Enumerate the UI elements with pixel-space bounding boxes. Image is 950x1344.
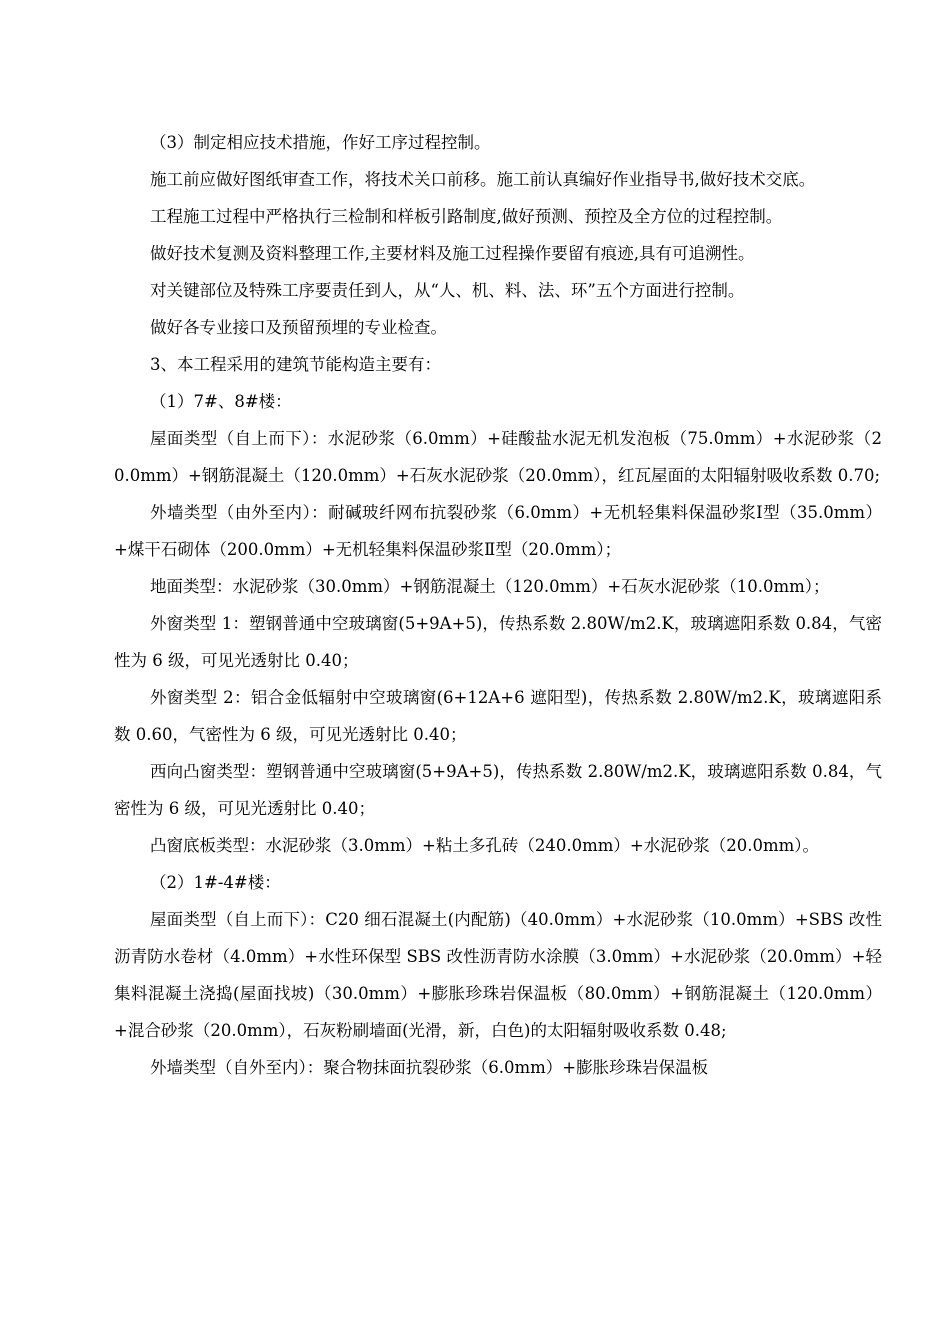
paragraph-building-7-8-heading: （1）7#、8#楼：: [150, 392, 292, 411]
paragraph-three-inspection-system: 工程施工过程中严格执行三检制和样板引路制度,做好预测、预控及全方位的过程控制。: [150, 207, 783, 226]
paragraph-technical-measures-heading: （3）制定相应技术措施，作好工序过程控制。: [150, 133, 491, 152]
paragraph-window-type-1: 外窗类型 1：塑钢普通中空玻璃窗(5+9A+5)，传热系数 2.80W/m2.K，玻璃遮阳系数 0.84，气密性为 6 级，可见光透射比 0.40；: [114, 614, 882, 670]
paragraph-ground-type-7-8: 地面类型：水泥砂浆（30.0mm）+钢筋混凝土（120.0mm）+石灰水泥砂浆（10.0mm）；: [150, 577, 830, 596]
paragraph-drawing-review: 施工前应做好图纸审查工作，将技术关口前移。施工前认真编好作业指导书,做好技术交底。: [150, 170, 816, 189]
paragraph-bay-window-bottom: 凸窗底板类型：水泥砂浆（3.0mm）+粘土多孔砖（240.0mm）+水泥砂浆（20.0mm）。: [150, 836, 819, 855]
document-body: [114, 124, 882, 1086]
paragraph-exterior-wall-type-1-4: 外墙类型（自外至内）：聚合物抹面抗裂砂浆（6.0mm）+膨胀珍珠岩保温板: [150, 1058, 709, 1077]
paragraph-building-1-4-heading: （2）1#-4#楼：: [150, 873, 281, 892]
paragraph-energy-saving-heading: 3、本工程采用的建筑节能构造主要有：: [150, 355, 441, 374]
paragraph-key-parts-responsibility: 对关键部位及特殊工序要责任到人，从“人、机、料、法、环”五个方面进行控制。: [150, 281, 745, 300]
paragraph-technical-resurvey: 做好技术复测及资料整理工作,主要材料及施工过程操作要留有痕迹,具有可追溯性。: [150, 244, 755, 263]
paragraph-exterior-wall-type-7-8: 外墙类型（由外至内）：耐碱玻纤网布抗裂砂浆（6.0mm）+无机轻集料保温砂浆Ⅰ型（35.0mm）+煤干石砌体（200.0mm）+无机轻集料保温砂浆Ⅱ型（20.0mm）；: [114, 503, 882, 559]
paragraph-roof-type-7-8: 屋面类型（自上而下）：水泥砂浆（6.0mm）+硅酸盐水泥无机发泡板（75.0mm）+水泥砂浆（20.0mm）+钢筋混凝土（120.0mm）+石灰水泥砂浆（20.0mm），红瓦屋面的太阳辐射吸收系数 0.70;: [114, 429, 882, 485]
paragraph-west-bay-window: 西向凸窗类型：塑钢普通中空玻璃窗(5+9A+5)，传热系数 2.80W/m2.K，玻璃遮阳系数 0.84，气密性为 6 级，可见光透射比 0.40；: [114, 762, 882, 818]
paragraph-window-type-2: 外窗类型 2：铝合金低辐射中空玻璃窗(6+12A+6 遮阳型)，传热系数 2.80W/m2.K，玻璃遮阳系数 0.60，气密性为 6 级，可见光透射比 0.40；: [114, 688, 882, 744]
paragraph-roof-type-1-4: 屋面类型（自上而下）：C20 细石混凝土(内配筋)（40.0mm）+水泥砂浆（10.0mm）+SBS 改性沥青防水卷材（4.0mm）+水性环保型 SBS 改性沥青防水涂膜（3.0mm）+水泥砂浆（20.0mm）+轻集料混凝土浇捣(屋面找坡)（30.0mm）+膨胀珍珠岩保温板（80.0mm）+钢筋混凝土（120.0mm）+混合砂浆（20.0mm），石灰粉刷墙面(光滑，新，白色)的太阳辐射吸收系数 0.48;: [114, 910, 882, 1040]
paragraph-professional-interface-check: 做好各专业接口及预留预埋的专业检查。: [150, 318, 447, 337]
